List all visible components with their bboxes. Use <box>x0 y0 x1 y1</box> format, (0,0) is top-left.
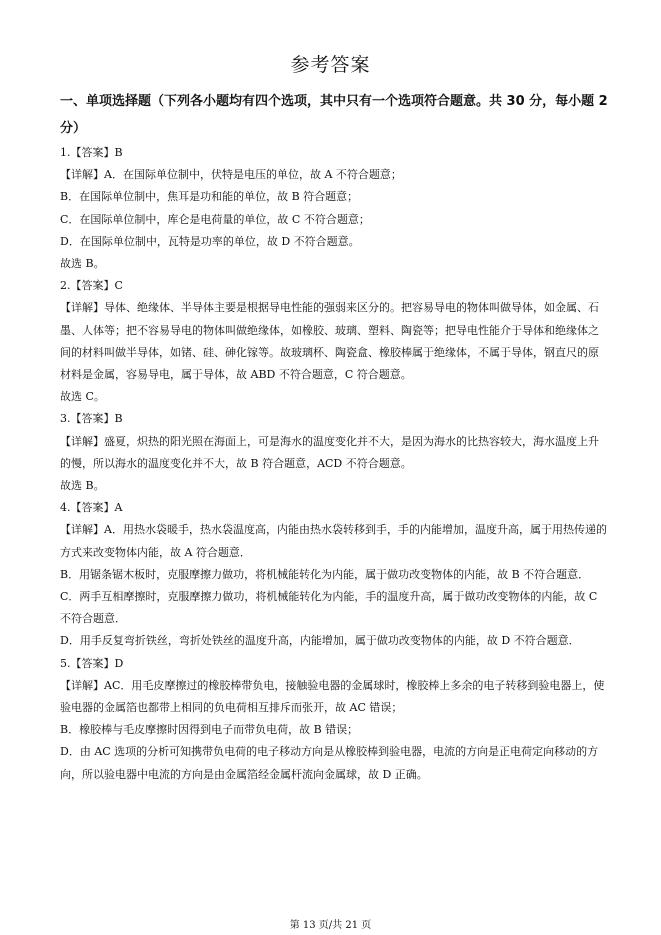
answer-line: 2.【答案】C <box>60 279 123 293</box>
answer-line: 故选 B。 <box>60 479 105 493</box>
answer-line: 【详解】A．在国际单位制中，伏特是电压的单位，故 A 不符合题意； <box>60 168 402 182</box>
answer-line: C．两手互相摩擦时，克服摩擦力做功，将机械能转化为内能，手的温度升高，属于做功改变物体的内能，故 C 不符合题意． <box>60 590 598 626</box>
answer-line: D．由 AC 选项的分析可知携带负电荷的电子移动方向是从橡胶棒到验电器，电流的方向是正电荷定向移动的方向，所以验电器中电流的方向是由金属箔经金属杆流向金属球，故 D 正确。 <box>60 745 599 781</box>
answer-line: B．橡胶棒与毛皮摩擦时因得到电子而带负电荷，故 B 错误； <box>60 723 359 737</box>
page-footer: 第 13 页/共 21 页 <box>289 920 372 931</box>
answer-line: 1.【答案】B <box>60 146 123 159</box>
answer-line: 故选 B。 <box>60 257 105 271</box>
answer-line: D．在国际单位制中，瓦特是功率的单位，故 D 不符合题意。 <box>60 234 360 248</box>
page-title: 参考答案 <box>290 54 371 76</box>
answer-line: 故选 C。 <box>60 390 105 404</box>
answer-line: B．用锯条锯木板时，克服摩擦力做功，将机械能转化为内能，属于做功改变物体的内能，故 B 不符合题意． <box>60 567 590 581</box>
answer-line: 【详解】A．用热水袋暖手，热水袋温度高，内能由热水袋转移到手，手的内能增加，温度升高，属于用热传递的方式来改变物体内能，故 A 符合题意． <box>60 523 607 559</box>
answer-line: C．在国际单位制中，库仑是电荷量的单位，故 C 不符合题意； <box>60 212 370 226</box>
answer-content <box>60 142 608 786</box>
answer-line: 4.【答案】A <box>60 501 123 515</box>
answer-line: 【详解】盛夏，炽热的阳光照在海面上，可是海水的温度变化并不大，是因为海水的比热容较大，海水温度上升的慢，所以海水的温度变化并不大，故 B 符合题意，ACD 不符合题意。 <box>60 434 599 470</box>
answer-line: 3.【答案】B <box>60 412 123 426</box>
answer-line: 5.【答案】D <box>60 656 124 670</box>
answer-line: 【详解】导体、绝缘体、半导体主要是根据导电性能的强弱来区分的。把容易导电的物体叫做导体，如金属、石墨、人体等；把不容易导电的物体叫做绝缘体，如橡胶、玻璃、塑料、陶瓷等；把导电性能介于导体和绝缘体之间的材料叫做半导体，如锗、硅、砷化镓等。故玻璃杯、陶瓷盒、橡胶棒属于绝缘体，不属于导体，钢直尺的原材料是金属，容易导电，属于导体，故 ABD 不符合题意，C 符合题意。 <box>60 301 599 382</box>
section-heading: 一、单项选择题（下列各小题均有四个选项，其中只有一个选项符合题意。共 30 分，每小题 2 分） <box>60 94 608 136</box>
answer-line: D．用手反复弯折铁丝，弯折处铁丝的温度升高，内能增加，属于做功改变物体的内能，故 D 不符合题意． <box>60 634 580 648</box>
answer-line: 【详解】AC．用毛皮摩擦过的橡胶棒带负电，接触验电器的金属球时，橡胶棒上多余的电子转移到验电器上，使验电器的金属箔也都带上相同的负电荷相互排斥而张开，故 AC 错误； <box>60 678 605 715</box>
answer-line: B．在国际单位制中，焦耳是功和能的单位，故 B 符合题意； <box>60 190 359 204</box>
